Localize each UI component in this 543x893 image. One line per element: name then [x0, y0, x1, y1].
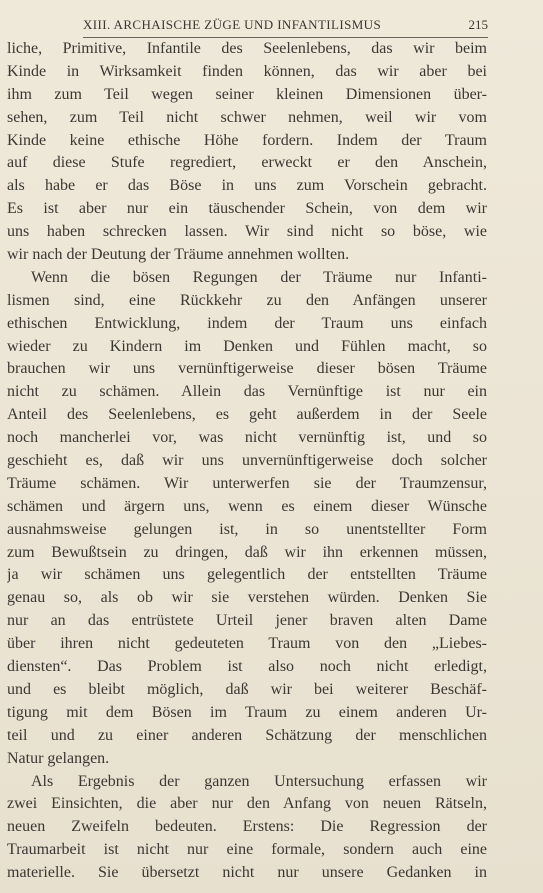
text-line: genau so, als ob wir sie verstehen würden. Denken Sie [7, 589, 487, 607]
text-line: Träume schämen. Wir unterwerfen sie der Traumzensur, [7, 474, 487, 492]
text-line: brauchen wir uns vernünftigerweise dieser bösen Träume [7, 360, 487, 378]
text-line: geschieht es, daß wir uns unvernünftigerweise doch solcher [7, 452, 487, 470]
chapter-title: XIII. ARCHAISCHE ZÜGE UND INFANTILISMUS [83, 17, 382, 32]
text-line: zum Bewußtsein zu dringen, daß wir ihn erkennen müssen, [7, 543, 487, 561]
text-line: teil und zu einer anderen Schätzung der menschlichen [7, 726, 487, 744]
text-line: ihm zum Teil wegen seiner kleinen Dimensionen über- [7, 85, 487, 103]
text-line: Kinde in Wirksamkeit finden können, das wir aber bei [7, 62, 487, 80]
text-line: Es ist aber nur ein täuschender Schein, von dem wir [7, 200, 487, 218]
text-line: lismen sind, eine Rückkehr zu den Anfängen unserer [7, 291, 487, 309]
paragraph-start-line: Wenn die bösen Regungen der Träume nur Infanti- [31, 268, 487, 286]
text-line: noch mancherlei vor, was nicht vernünftig ist, und so [7, 429, 487, 447]
text-line: nur an das entrüstete Urteil jener braven alten Dame [7, 612, 487, 630]
text-line: über ihren nicht gedeuteten Traum von den „Liebes- [7, 635, 487, 653]
text-line: wieder zu Kindern im Denken und Fühlen macht, so [7, 337, 487, 355]
text-line: Natur gelangen. [7, 749, 110, 767]
text-line: Kinde keine ethische Höhe fordern. Indem der Traum [7, 131, 487, 149]
text-line: ausnahmsweise gelungen ist, in so unentstellter Form [7, 520, 487, 538]
text-line: Anteil des Seelenlebens, es geht außerdem in der Seele [7, 406, 487, 424]
text-line: auf diese Stufe regrediert, erweckt er den Anschein, [7, 154, 487, 172]
text-line: wir nach der Deutung der Träume annehmen wollten. [7, 246, 350, 264]
text-line: ja wir schämen uns gelegentlich der entstellten Träume [7, 566, 487, 584]
text-line: liche, Primitive, Infantile des Seelenlebens, das wir beim [7, 40, 487, 57]
text-line: schämen und ärgern uns, wenn es einem dieser Wünsche [7, 497, 487, 515]
text-line: nicht zu schämen. Allein das Vernünftige ist nur ein [7, 383, 487, 401]
text-line: tigung mit dem Bösen im Traum zu einem anderen Ur- [7, 703, 487, 721]
text-line: neuen Zweifeln bedeuten. Erstens: Die Regression der [7, 818, 487, 836]
body-text [7, 38, 487, 885]
text-line: und es bleibt möglich, daß wir bei weiterer Beschäf- [7, 680, 487, 698]
text-line: diensten“. Das Problem ist also noch nicht erledigt, [7, 658, 487, 676]
page-number: 215 [468, 17, 488, 32]
text-line: Traumarbeit ist nicht nur eine formale, sondern auch eine [7, 841, 487, 859]
text-line: zwei Einsichten, die aber nur den Anfang von neuen Rätseln, [7, 795, 487, 813]
text-line: als habe er das Böse in uns zum Vorschein gebracht. [7, 177, 487, 195]
text-line: materielle. Sie übersetzt nicht nur unsere Gedanken in [7, 864, 487, 882]
text-line: sehen, zum Teil nicht schwer nehmen, weil wir vom [7, 108, 487, 126]
text-line: uns haben schrecken lassen. Wir sind nicht so böse, wie [7, 223, 487, 241]
paragraph-start-line: Als Ergebnis der ganzen Untersuchung erfassen wir [31, 772, 487, 790]
text-line: ethischen Entwicklung, indem der Traum uns einfach [7, 314, 487, 332]
running-header [83, 15, 488, 39]
